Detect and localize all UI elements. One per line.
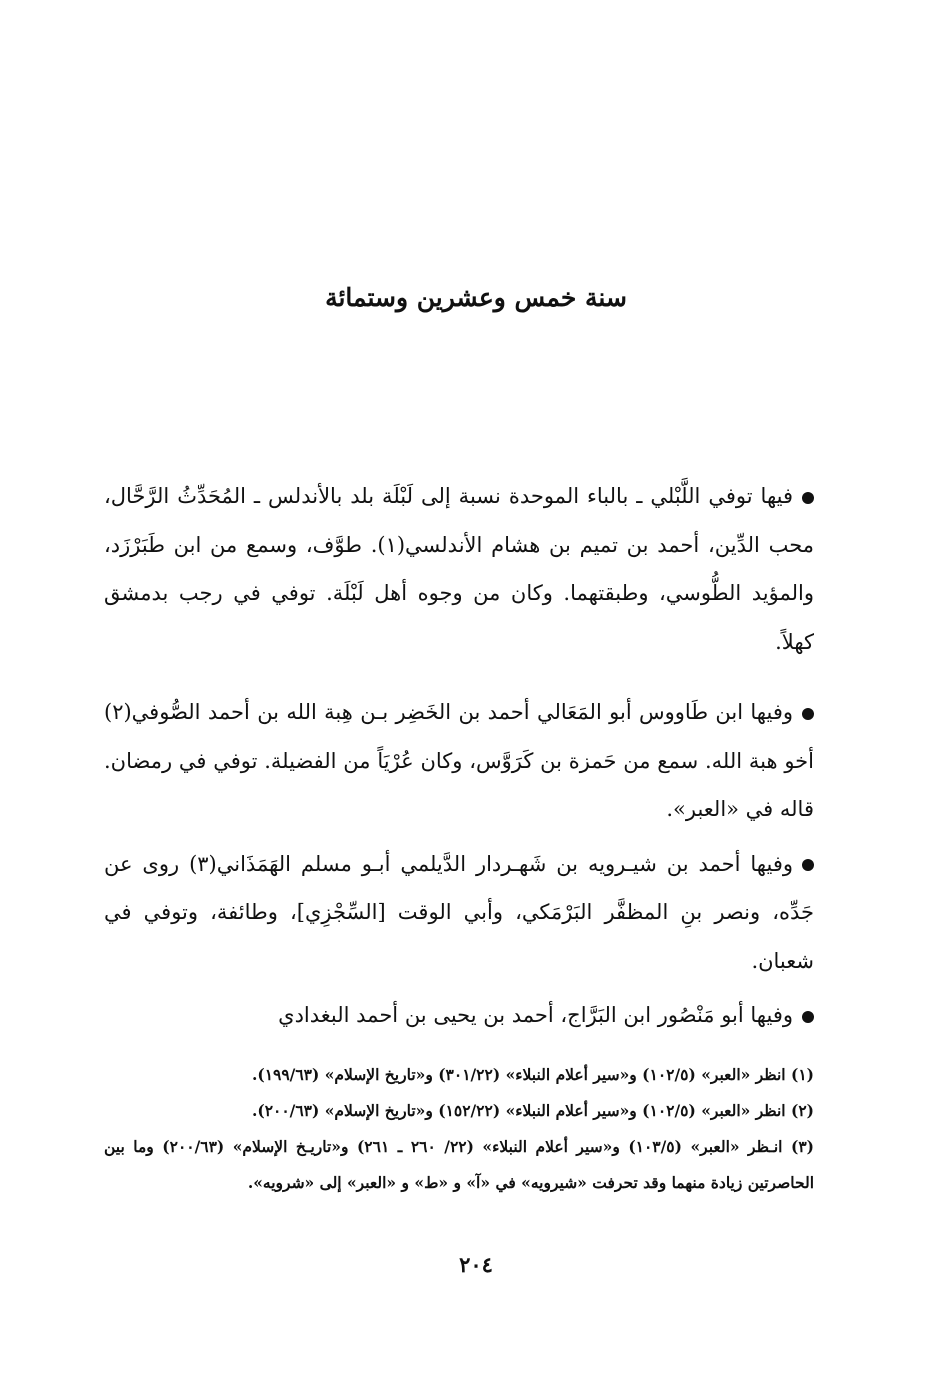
entry-text: وفيها ابن طَاووس أبو المَعَالي أحمد بن الخَضِر بـن هِبة الله بن أحمد الصُّوفي(٢) أخو هبة الله. سمع من حَمزة بن كَرَوَّس، وكان عُرْيَاً من الفضيلة. توفي في رمضان. قاله في «العبر». <box>104 700 814 821</box>
footnotes <box>104 1057 814 1201</box>
footnote-item: (٣) انـظر «العبر» (١٠٣/٥) و«سير أعلام النبلاء» (٢٢/ ٢٦٠ ـ ٢٦١) و«تاريـخ الإسلام» (٢٠٠/٦٣) وما بين الحاصرتين زيادة منهما وقد تحرفت «شيرويه» في «آ» و «ط» و «العبر» إلى «شرويه». <box>104 1137 814 1192</box>
bullet-icon <box>802 492 814 504</box>
chapter-title: سنة خمس وعشرين وستمائة <box>325 283 627 312</box>
entry-item <box>104 840 814 986</box>
entry-text: وفيها أبو مَنْصُور ابن البَرَّاج، أحمد بن يحيى بن أحمد البغدادي <box>278 1003 793 1027</box>
bullet-icon <box>802 1011 814 1023</box>
bullet-icon <box>802 859 814 871</box>
main-text <box>104 472 814 1040</box>
entry-item <box>104 688 814 834</box>
entry-text: فيها توفي اللَّبْلي ـ بالباء الموحدة نسبة إلى لَبْلَة بلد بالأندلس ـ المُحَدِّثُ الرَّحَّال، محب الدِّين، أحمد بن تميم بن هشام الأندلسي(١). طوَّف، وسمع من ابن طَبَرْزَد، والمؤيد الطُّوسي، وطبقتهما. وكان من وجوه أهل لَبْلَة. توفي في رجب بدمشق كهلاً. <box>104 484 814 654</box>
footnote-item: (٢) انظر «العبر» (١٠٢/٥) و«سير أعلام النبلاء» (١٥٢/٢٢) و«تاريخ الإسلام» (٢٠٠/٦٣). <box>251 1101 814 1120</box>
entry-text: وفيها أحمد بن شيـرويه بن شَهـردار الدَّيلمي أبـو مسلم الهَمَذَاني(٣) روى عن جَدِّه، ونصر بنِ المظفَّر البَرْمَكي، وأبي الوقت [السِّجْزِي]، وطائفة، وتوفي في شعبان. <box>104 851 814 973</box>
page-number: ٢٠٤ <box>459 1252 493 1277</box>
bullet-icon <box>802 708 814 720</box>
entry-item <box>104 472 814 666</box>
entry-item <box>104 991 814 1040</box>
footnote-item: (١) انظر «العبر» (١٠٢/٥) و«سير أعلام النبلاء» (٣٠١/٢٢) و«تاريخ الإسلام» (١٩٩/٦٣). <box>251 1065 814 1084</box>
